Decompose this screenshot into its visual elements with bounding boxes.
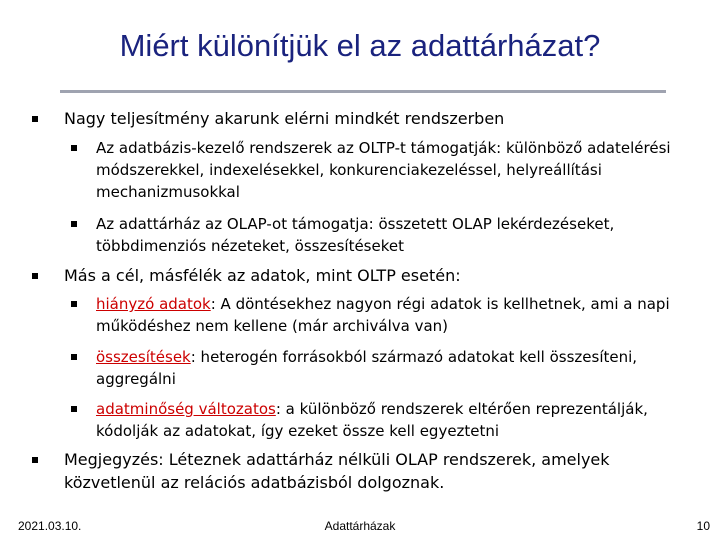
bullet-2-text: Más a cél, másfélék az adatok, mint OLTP esetén: (64, 266, 461, 285)
bullet-2 (64, 264, 684, 287)
bullet-2-3 (96, 398, 696, 442)
bullet-marker (32, 273, 38, 279)
bullet-1 (64, 107, 684, 130)
bullet-1-2 (96, 213, 696, 257)
term-adatminoseg: adatminőség változatos (96, 400, 276, 418)
bullet-2-1-text: : A döntésekhez nagyon régi adatok is kellhetnek, ami a napi működéshez nem kellene (már archiválva van) (96, 295, 670, 335)
bullet-marker (32, 116, 38, 122)
footer-center: Adattárházak (324, 519, 396, 533)
bullet-marker (71, 354, 77, 360)
bullet-1-text: Nagy teljesítmény akarunk elérni mindkét rendszerben (64, 109, 505, 128)
bullet-2-2-text: : heterogén forrásokból származó adatokat kell összesíteni, aggregálni (96, 348, 638, 388)
footer-date: 2021.03.10. (18, 519, 82, 533)
term-hianyzo-adatok: hiányzó adatok (96, 295, 211, 313)
bullet-marker (71, 145, 77, 151)
bullet-1-1 (96, 137, 696, 203)
bullet-2-1 (96, 293, 696, 337)
footer-page-number: 10 (696, 519, 710, 533)
bullet-marker (71, 221, 77, 227)
bullet-2-3-text: : a különböző rendszerek eltérően reprezentálják, kódolják az adatokat, így ezeket össze kell egyeztetni (96, 400, 648, 440)
bullet-marker (71, 406, 77, 412)
bullet-marker (71, 301, 77, 307)
slide-title: Miért különítjük el az adattárházat? (119, 28, 601, 63)
bullet-marker (32, 457, 38, 463)
bullet-3-text: Megjegyzés: Léteznek adattárház nélküli OLAP rendszerek, amelyek közvetlenül az relációs adatbázisból dolgoznak. (64, 450, 610, 492)
bullet-3 (64, 448, 684, 494)
title-divider (60, 90, 666, 93)
term-osszesitesek: összesítések (96, 348, 191, 366)
bullet-1-1-text: Az adatbázis-kezelő rendszerek az OLTP-t támogatják: különböző adatelérési módszerekkel, indexelésekkel, konkurenciakezeléssel, helyreállítási mechanizmusokkal (96, 139, 671, 201)
bullet-2-2 (96, 346, 696, 390)
bullet-1-2-text: Az adattárház az OLAP-ot támogatja: összetett OLAP lekérdezéseket, többdimenziós nézeteket, összesítéseket (96, 215, 615, 255)
